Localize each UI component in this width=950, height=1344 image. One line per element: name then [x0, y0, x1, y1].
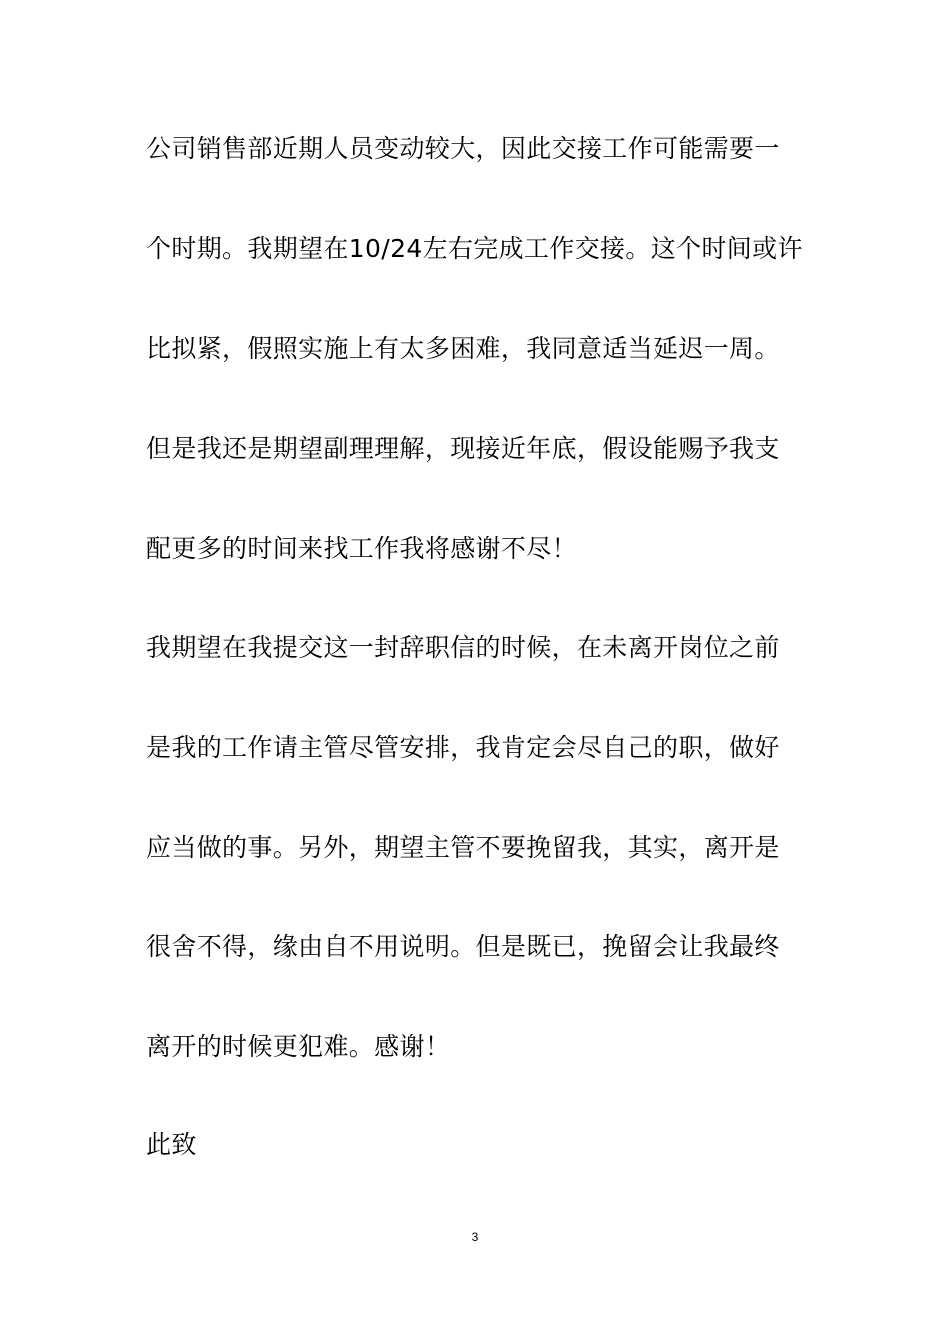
page-number: 3	[471, 1230, 479, 1244]
text-line: 比拟紧，假照实施上有太多困难，我同意适当延迟一周。	[146, 334, 780, 363]
closing-salutation: 此致	[146, 1130, 197, 1159]
text-line: 公司销售部近期人员变动较大，因此交接工作可能需要一	[146, 134, 780, 163]
text-line: 我期望在我提交这一封辞职信的时候，在未离开岗位之前	[146, 633, 780, 662]
text-line: 但是我还是期望副理理解，现接近年底，假设能赐予我支	[146, 434, 780, 463]
text-line: 很舍不得，缘由自不用说明。但是既已，挽留会让我最终	[146, 932, 780, 961]
text-line: 是我的工作请主管尽管安排，我肯定会尽自己的职，做好	[146, 733, 780, 762]
text-line: 配更多的时间来找工作我将感谢不尽！	[146, 534, 577, 563]
text-line: 应当做的事。另外，期望主管不要挽留我，其实，离开是	[146, 833, 780, 862]
text-line: 个时期。我期望在10/24左右完成工作交接。这个时间或许	[146, 234, 803, 263]
text-line: 离开的时候更犯难。感谢！	[146, 1032, 451, 1061]
